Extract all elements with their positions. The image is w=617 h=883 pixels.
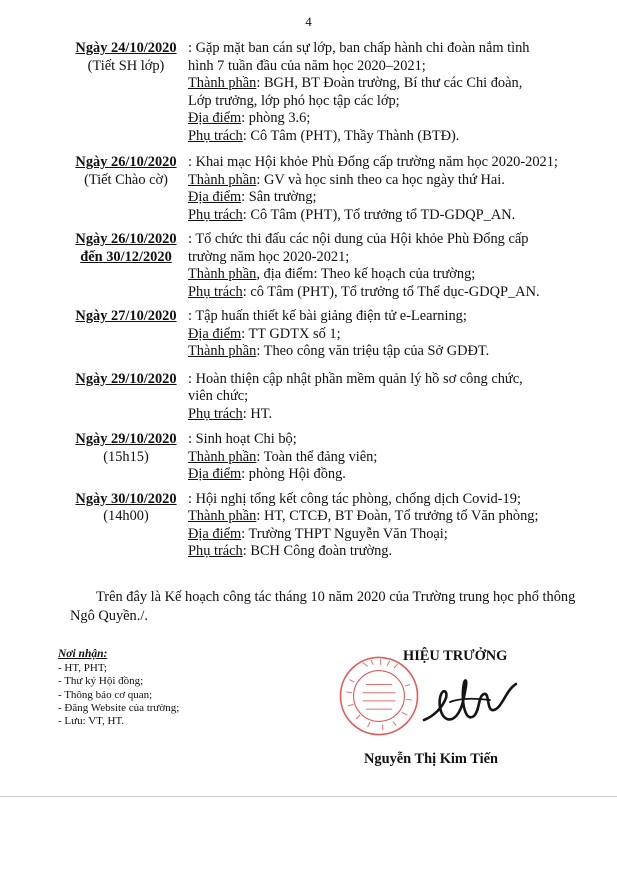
schedule-entry [0, 308, 617, 361]
recipient-item: - HT, PHT; [58, 662, 107, 674]
entry-details [188, 491, 598, 561]
entry-date-note: (Tiết Chào cờ) [84, 171, 168, 188]
entry-detail-line: Thành phần: Toàn thể đảng viên; [188, 448, 378, 465]
entry-detail-line: Thành phần: BGH, BT Đoàn trường, Bí thư các Chi đoàn, [188, 75, 523, 91]
schedule-entry [0, 431, 617, 484]
entry-date: Ngày 30/10/2020 [75, 490, 177, 507]
entry-date: Ngày 26/10/2020 [75, 231, 177, 247]
entry-detail-line: Địa điểm: Trường THPT Nguyễn Văn Thoại; [188, 525, 448, 542]
schedule-list [0, 40, 617, 561]
entry-date-note: (Tiết SH lớp) [87, 57, 165, 74]
entry-detail-line: : Hội nghị tổng kết công tác phòng, chống dịch Covid-19; [188, 490, 521, 507]
entry-detail-line: Thành phần, địa điểm: Theo kế hoạch của trường; [188, 266, 476, 282]
entry-detail-line: Địa điểm: phòng Hội đồng. [188, 466, 346, 482]
entry-detail-line: Phụ trách: Cô Tâm (PHT), Thầy Thành (BTĐ). [188, 127, 460, 144]
recipients-title: Nơi nhận: [58, 648, 108, 660]
entry-details [188, 431, 598, 484]
recipient-item: - Thông báo cơ quan; [58, 688, 153, 701]
recipient-item: - Lưu: VT, HT. [58, 715, 125, 728]
entry-detail-line: : Tập huấn thiết kế bài giảng điện tử e-Learning; [188, 308, 467, 324]
entry-date-block [52, 40, 200, 75]
entry-detail-line: Phụ trách: BCH Công đoàn trường. [188, 543, 393, 559]
entry-date-block [52, 491, 200, 526]
signatory-title: HIỆU TRƯỞNG [403, 648, 508, 664]
entry-date-block [52, 431, 200, 466]
entry-detail-line: Phụ trách: HT. [188, 405, 273, 422]
entry-detail-line: Thành phần: HT, CTCĐ, BT Đoàn, Tổ trưởng tổ Văn phòng; [188, 508, 539, 524]
entry-detail-line: Phụ trách: Cô Tâm (PHT), Tổ trưởng tổ TD-GDQP_AN. [188, 206, 516, 223]
entry-detail-line: : Hoàn thiện cập nhật phần mềm quản lý hồ sơ công chức, [188, 370, 523, 387]
entry-date-note: (15h15) [103, 448, 149, 465]
entry-detail-line: Lớp trưởng, lớp phó học tập các lớp; [188, 92, 400, 109]
entry-date: Ngày 24/10/2020 [75, 40, 177, 56]
signatory-name: Nguyễn Thị Kim Tiến [364, 751, 498, 767]
recipients-block [58, 647, 179, 728]
entry-detail-line: : Sinh hoạt Chi bộ; [188, 431, 297, 447]
entry-detail-line: viên chức; [188, 388, 249, 404]
entry-details [188, 154, 598, 224]
entry-detail-line: Địa điểm: TT GDTX số 1; [188, 325, 341, 342]
entry-detail-line: Thành phần: GV và học sinh theo ca học ngày thứ Hai. [188, 171, 505, 188]
recipient-item: - Đăng Website của trường; [58, 701, 180, 714]
entry-date: Ngày 29/10/2020 [75, 370, 177, 387]
closing-paragraph: Trên đây là Kế hoạch công tác tháng 10 năm 2020 của Trường trung học phổ thông Ngô Quyền./. [70, 589, 576, 624]
schedule-entry [0, 491, 617, 561]
schedule-entry [0, 371, 617, 424]
schedule-entry [0, 231, 617, 301]
entry-date-note: (14h00) [103, 508, 149, 524]
schedule-entry [0, 154, 617, 224]
entry-date: Ngày 29/10/2020 [75, 431, 177, 447]
entry-date-block [52, 371, 200, 389]
entry-detail-line: : Khai mạc Hội khỏe Phù Đổng cấp trường năm học 2020-2021; [188, 154, 558, 170]
schedule-entry [0, 40, 617, 145]
entry-date-note: đến 30/12/2020 [80, 248, 172, 265]
entry-date-block [52, 308, 200, 326]
entry-detail-line: : Tổ chức thi đấu các nội dung của Hội khỏe Phù Đổng cấp [188, 231, 529, 247]
entry-details [188, 371, 598, 424]
entry-detail-line: Địa điểm: phòng 3.6; [188, 110, 311, 126]
entry-detail-line: Thành phần: Theo công văn triệu tập của Sở GDĐT. [188, 343, 490, 359]
entry-date-block [52, 154, 200, 189]
entry-details [188, 231, 598, 301]
official-seal-icon [338, 655, 420, 737]
signature-icon [420, 668, 530, 738]
entry-detail-line: Phụ trách: cô Tâm (PHT), Tổ trưởng tổ Thể dục-GDQP_AN. [188, 283, 540, 300]
page-divider [0, 796, 617, 797]
page-number: 4 [305, 14, 312, 29]
entry-date-block [52, 231, 200, 266]
entry-detail-line: : Gặp mặt ban cán sự lớp, ban chấp hành chi đoàn nắm tình [188, 40, 530, 56]
entry-details [188, 40, 598, 145]
entry-date: Ngày 26/10/2020 [75, 154, 177, 170]
entry-date: Ngày 27/10/2020 [75, 308, 177, 324]
entry-detail-line: hình 7 tuần đầu của năm học 2020–2021; [188, 57, 426, 74]
recipient-item: - Thư ký Hội đồng; [58, 675, 144, 688]
entry-details [188, 308, 598, 361]
entry-detail-line: Địa điểm: Sân trường; [188, 189, 317, 205]
entry-detail-line: trường năm học 2020-2021; [188, 248, 350, 265]
